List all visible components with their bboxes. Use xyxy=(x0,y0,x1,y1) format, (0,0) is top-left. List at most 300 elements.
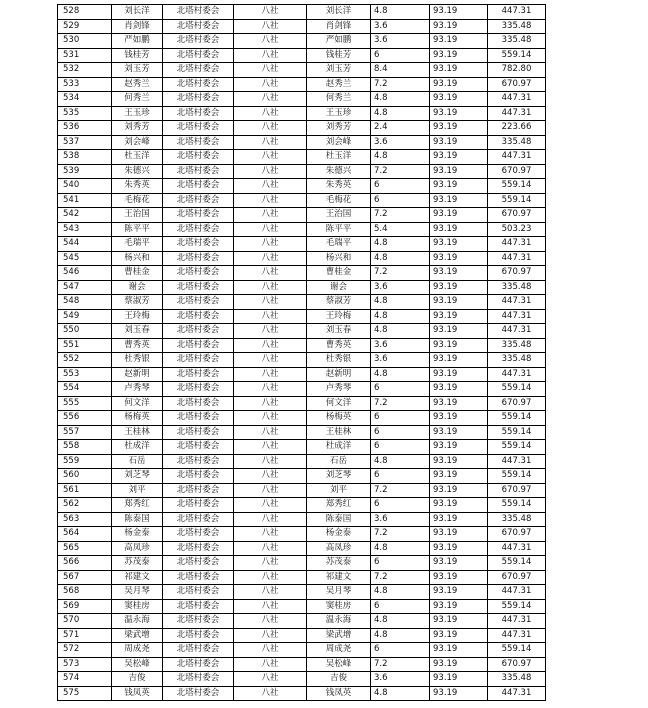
cell-village-committee: 北塔村委会 xyxy=(163,48,234,63)
cell-household-head: 杜秀银 xyxy=(112,353,163,368)
cell-recipient-name: 石岳 xyxy=(307,454,371,469)
cell-recipient-name: 朱秀英 xyxy=(307,179,371,194)
cell-row-number: 537 xyxy=(58,135,112,150)
cell-unit-price: 93.19 xyxy=(430,48,488,63)
table-row xyxy=(58,135,546,150)
cell-group: 八社 xyxy=(234,469,307,484)
cell-village-committee: 北塔村委会 xyxy=(163,164,234,179)
cell-row-number: 549 xyxy=(58,309,112,324)
table-row xyxy=(58,483,546,498)
cell-household-head: 王治国 xyxy=(112,208,163,223)
table-row xyxy=(58,440,546,455)
cell-group: 八社 xyxy=(234,396,307,411)
table-row xyxy=(58,5,546,20)
cell-village-committee: 北塔村委会 xyxy=(163,483,234,498)
cell-recipient-name: 陈平平 xyxy=(307,222,371,237)
cell-row-number: 548 xyxy=(58,295,112,310)
cell-group: 八社 xyxy=(234,309,307,324)
cell-unit-price: 93.19 xyxy=(430,541,488,556)
cell-unit-price: 93.19 xyxy=(430,92,488,107)
cell-village-committee: 北塔村委会 xyxy=(163,657,234,672)
cell-household-head: 陈泰国 xyxy=(112,512,163,527)
cell-amount: 447.31 xyxy=(488,585,546,600)
cell-area: 4.8 xyxy=(371,541,430,556)
table-row xyxy=(58,570,546,585)
cell-area: 6 xyxy=(371,48,430,63)
table-row xyxy=(58,48,546,63)
cell-group: 八社 xyxy=(234,193,307,208)
cell-village-committee: 北塔村委会 xyxy=(163,121,234,136)
table-row xyxy=(58,251,546,266)
cell-village-committee: 北塔村委会 xyxy=(163,106,234,121)
cell-village-committee: 北塔村委会 xyxy=(163,208,234,223)
cell-village-committee: 北塔村委会 xyxy=(163,469,234,484)
table-row xyxy=(58,280,546,295)
cell-unit-price: 93.19 xyxy=(430,135,488,150)
cell-area: 4.8 xyxy=(371,367,430,382)
cell-group: 八社 xyxy=(234,19,307,34)
cell-village-committee: 北塔村委会 xyxy=(163,440,234,455)
cell-amount: 335.48 xyxy=(488,672,546,687)
table-row xyxy=(58,309,546,324)
cell-row-number: 547 xyxy=(58,280,112,295)
cell-unit-price: 93.19 xyxy=(430,628,488,643)
table-row xyxy=(58,498,546,513)
cell-amount: 447.31 xyxy=(488,106,546,121)
cell-group: 八社 xyxy=(234,483,307,498)
cell-row-number: 558 xyxy=(58,440,112,455)
cell-area: 7.2 xyxy=(371,266,430,281)
cell-household-head: 梁武增 xyxy=(112,628,163,643)
cell-unit-price: 93.19 xyxy=(430,208,488,223)
table-row xyxy=(58,338,546,353)
cell-unit-price: 93.19 xyxy=(430,164,488,179)
table-body xyxy=(58,5,546,701)
cell-recipient-name: 杨梅英 xyxy=(307,411,371,426)
cell-row-number: 550 xyxy=(58,324,112,339)
cell-household-head: 吴松峰 xyxy=(112,657,163,672)
cell-row-number: 543 xyxy=(58,222,112,237)
cell-unit-price: 93.19 xyxy=(430,34,488,49)
cell-recipient-name: 毛瑞平 xyxy=(307,237,371,252)
cell-village-committee: 北塔村委会 xyxy=(163,570,234,585)
cell-area: 8.4 xyxy=(371,63,430,78)
cell-household-head: 刘平 xyxy=(112,483,163,498)
cell-amount: 559.14 xyxy=(488,411,546,426)
table-row xyxy=(58,411,546,426)
cell-unit-price: 93.19 xyxy=(430,5,488,20)
table-row xyxy=(58,527,546,542)
cell-household-head: 苏茂泰 xyxy=(112,556,163,571)
cell-amount: 559.14 xyxy=(488,599,546,614)
cell-recipient-name: 刘会峰 xyxy=(307,135,371,150)
cell-recipient-name: 吴松峰 xyxy=(307,657,371,672)
cell-unit-price: 93.19 xyxy=(430,556,488,571)
cell-amount: 782.80 xyxy=(488,63,546,78)
table-row xyxy=(58,454,546,469)
cell-unit-price: 93.19 xyxy=(430,686,488,701)
cell-area: 6 xyxy=(371,411,430,426)
cell-amount: 559.14 xyxy=(488,643,546,658)
cell-village-committee: 北塔村委会 xyxy=(163,63,234,78)
cell-row-number: 539 xyxy=(58,164,112,179)
cell-unit-price: 93.19 xyxy=(430,657,488,672)
cell-row-number: 551 xyxy=(58,338,112,353)
cell-village-committee: 北塔村委会 xyxy=(163,19,234,34)
cell-unit-price: 93.19 xyxy=(430,469,488,484)
cell-household-head: 肖剑锋 xyxy=(112,19,163,34)
cell-row-number: 570 xyxy=(58,614,112,629)
cell-household-head: 刘玉芳 xyxy=(112,63,163,78)
cell-village-committee: 北塔村委会 xyxy=(163,672,234,687)
cell-recipient-name: 刘秀芳 xyxy=(307,121,371,136)
cell-group: 八社 xyxy=(234,48,307,63)
cell-household-head: 杜成洋 xyxy=(112,440,163,455)
cell-area: 4.8 xyxy=(371,5,430,20)
cell-village-committee: 北塔村委会 xyxy=(163,237,234,252)
cell-amount: 447.31 xyxy=(488,628,546,643)
table-row xyxy=(58,34,546,49)
cell-group: 八社 xyxy=(234,295,307,310)
table-row xyxy=(58,208,546,223)
cell-recipient-name: 祁建文 xyxy=(307,570,371,585)
cell-household-head: 郑秀红 xyxy=(112,498,163,513)
cell-row-number: 538 xyxy=(58,150,112,165)
table-row xyxy=(58,106,546,121)
cell-amount: 559.14 xyxy=(488,498,546,513)
cell-area: 7.2 xyxy=(371,164,430,179)
cell-area: 5.4 xyxy=(371,222,430,237)
cell-area: 4.8 xyxy=(371,150,430,165)
cell-household-head: 王玉珍 xyxy=(112,106,163,121)
table-row xyxy=(58,353,546,368)
cell-amount: 559.14 xyxy=(488,425,546,440)
cell-household-head: 何文洋 xyxy=(112,396,163,411)
cell-household-head: 谢会 xyxy=(112,280,163,295)
cell-amount: 670.97 xyxy=(488,570,546,585)
cell-amount: 670.97 xyxy=(488,396,546,411)
cell-group: 八社 xyxy=(234,541,307,556)
cell-household-head: 杨梅英 xyxy=(112,411,163,426)
cell-unit-price: 93.19 xyxy=(430,77,488,92)
cell-unit-price: 93.19 xyxy=(430,19,488,34)
cell-village-committee: 北塔村委会 xyxy=(163,150,234,165)
cell-area: 3.6 xyxy=(371,280,430,295)
cell-amount: 447.31 xyxy=(488,454,546,469)
cell-village-committee: 北塔村委会 xyxy=(163,280,234,295)
cell-recipient-name: 陈泰国 xyxy=(307,512,371,527)
cell-amount: 335.48 xyxy=(488,280,546,295)
cell-recipient-name: 王玉珍 xyxy=(307,106,371,121)
table-row xyxy=(58,599,546,614)
cell-group: 八社 xyxy=(234,527,307,542)
cell-area: 7.2 xyxy=(371,483,430,498)
cell-household-head: 何秀兰 xyxy=(112,92,163,107)
cell-village-committee: 北塔村委会 xyxy=(163,454,234,469)
cell-unit-price: 93.19 xyxy=(430,527,488,542)
cell-unit-price: 93.19 xyxy=(430,614,488,629)
cell-amount: 223.66 xyxy=(488,121,546,136)
cell-row-number: 562 xyxy=(58,498,112,513)
cell-recipient-name: 窦桂房 xyxy=(307,599,371,614)
cell-household-head: 卢秀琴 xyxy=(112,382,163,397)
cell-unit-price: 93.19 xyxy=(430,179,488,194)
cell-group: 八社 xyxy=(234,237,307,252)
table-row xyxy=(58,324,546,339)
cell-group: 八社 xyxy=(234,324,307,339)
cell-group: 八社 xyxy=(234,150,307,165)
cell-household-head: 刘会峰 xyxy=(112,135,163,150)
cell-group: 八社 xyxy=(234,106,307,121)
cell-recipient-name: 王桂林 xyxy=(307,425,371,440)
cell-row-number: 545 xyxy=(58,251,112,266)
cell-row-number: 573 xyxy=(58,657,112,672)
cell-row-number: 533 xyxy=(58,77,112,92)
cell-row-number: 552 xyxy=(58,353,112,368)
table-row xyxy=(58,179,546,194)
cell-group: 八社 xyxy=(234,367,307,382)
table-row xyxy=(58,643,546,658)
cell-area: 4.8 xyxy=(371,614,430,629)
cell-unit-price: 93.19 xyxy=(430,63,488,78)
cell-unit-price: 93.19 xyxy=(430,353,488,368)
cell-household-head: 吴月琴 xyxy=(112,585,163,600)
cell-recipient-name: 苏茂泰 xyxy=(307,556,371,571)
cell-unit-price: 93.19 xyxy=(430,454,488,469)
cell-recipient-name: 郑秀红 xyxy=(307,498,371,513)
cell-household-head: 赵新明 xyxy=(112,367,163,382)
cell-household-head: 周成尧 xyxy=(112,643,163,658)
cell-household-head: 赵秀兰 xyxy=(112,77,163,92)
cell-amount: 559.14 xyxy=(488,440,546,455)
cell-village-committee: 北塔村委会 xyxy=(163,541,234,556)
cell-area: 6 xyxy=(371,469,430,484)
cell-household-head: 朱德兴 xyxy=(112,164,163,179)
cell-amount: 335.48 xyxy=(488,353,546,368)
cell-row-number: 540 xyxy=(58,179,112,194)
cell-group: 八社 xyxy=(234,34,307,49)
cell-village-committee: 北塔村委会 xyxy=(163,411,234,426)
cell-household-head: 曹桂金 xyxy=(112,266,163,281)
cell-unit-price: 93.19 xyxy=(430,498,488,513)
cell-area: 3.6 xyxy=(371,135,430,150)
cell-village-committee: 北塔村委会 xyxy=(163,338,234,353)
cell-household-head: 吉俊 xyxy=(112,672,163,687)
cell-group: 八社 xyxy=(234,628,307,643)
table-row xyxy=(58,150,546,165)
table-row xyxy=(58,222,546,237)
cell-amount: 447.31 xyxy=(488,251,546,266)
cell-area: 6 xyxy=(371,193,430,208)
cell-row-number: 542 xyxy=(58,208,112,223)
cell-area: 4.8 xyxy=(371,585,430,600)
cell-village-committee: 北塔村委会 xyxy=(163,266,234,281)
cell-area: 6 xyxy=(371,556,430,571)
cell-recipient-name: 周成尧 xyxy=(307,643,371,658)
cell-recipient-name: 钱桂芳 xyxy=(307,48,371,63)
cell-row-number: 532 xyxy=(58,63,112,78)
cell-village-committee: 北塔村委会 xyxy=(163,367,234,382)
cell-amount: 559.14 xyxy=(488,193,546,208)
cell-amount: 335.48 xyxy=(488,19,546,34)
table-row xyxy=(58,237,546,252)
table-row xyxy=(58,556,546,571)
cell-amount: 335.48 xyxy=(488,338,546,353)
cell-area: 6 xyxy=(371,440,430,455)
cell-amount: 447.31 xyxy=(488,5,546,20)
cell-group: 八社 xyxy=(234,425,307,440)
cell-recipient-name: 刘芝琴 xyxy=(307,469,371,484)
cell-group: 八社 xyxy=(234,280,307,295)
cell-household-head: 王玲梅 xyxy=(112,309,163,324)
cell-group: 八社 xyxy=(234,672,307,687)
cell-amount: 447.31 xyxy=(488,367,546,382)
cell-area: 7.2 xyxy=(371,77,430,92)
cell-unit-price: 93.19 xyxy=(430,237,488,252)
table-row xyxy=(58,367,546,382)
cell-household-head: 刘芝琴 xyxy=(112,469,163,484)
cell-amount: 670.97 xyxy=(488,266,546,281)
cell-row-number: 563 xyxy=(58,512,112,527)
cell-unit-price: 93.19 xyxy=(430,599,488,614)
cell-amount: 503.23 xyxy=(488,222,546,237)
cell-row-number: 557 xyxy=(58,425,112,440)
cell-recipient-name: 毛梅花 xyxy=(307,193,371,208)
cell-amount: 559.14 xyxy=(488,382,546,397)
cell-unit-price: 93.19 xyxy=(430,266,488,281)
cell-group: 八社 xyxy=(234,440,307,455)
cell-row-number: 560 xyxy=(58,469,112,484)
cell-group: 八社 xyxy=(234,208,307,223)
cell-amount: 670.97 xyxy=(488,77,546,92)
table-row xyxy=(58,92,546,107)
cell-unit-price: 93.19 xyxy=(430,324,488,339)
cell-area: 3.6 xyxy=(371,338,430,353)
cell-village-committee: 北塔村委会 xyxy=(163,251,234,266)
cell-row-number: 571 xyxy=(58,628,112,643)
cell-village-committee: 北塔村委会 xyxy=(163,614,234,629)
cell-recipient-name: 杜成洋 xyxy=(307,440,371,455)
cell-row-number: 544 xyxy=(58,237,112,252)
cell-village-committee: 北塔村委会 xyxy=(163,585,234,600)
cell-recipient-name: 吴月琴 xyxy=(307,585,371,600)
cell-row-number: 531 xyxy=(58,48,112,63)
cell-household-head: 杨兴和 xyxy=(112,251,163,266)
cell-group: 八社 xyxy=(234,585,307,600)
cell-area: 6 xyxy=(371,382,430,397)
cell-area: 4.8 xyxy=(371,92,430,107)
cell-row-number: 530 xyxy=(58,34,112,49)
cell-unit-price: 93.19 xyxy=(430,396,488,411)
cell-row-number: 553 xyxy=(58,367,112,382)
cell-amount: 559.14 xyxy=(488,48,546,63)
cell-recipient-name: 何文洋 xyxy=(307,396,371,411)
cell-unit-price: 93.19 xyxy=(430,106,488,121)
cell-unit-price: 93.19 xyxy=(430,338,488,353)
cell-village-committee: 北塔村委会 xyxy=(163,498,234,513)
cell-area: 6 xyxy=(371,179,430,194)
cell-unit-price: 93.19 xyxy=(430,483,488,498)
cell-recipient-name: 杜玉洋 xyxy=(307,150,371,165)
table-row xyxy=(58,121,546,136)
cell-row-number: 572 xyxy=(58,643,112,658)
cell-recipient-name: 赵秀兰 xyxy=(307,77,371,92)
cell-recipient-name: 朱德兴 xyxy=(307,164,371,179)
cell-recipient-name: 何秀兰 xyxy=(307,92,371,107)
cell-amount: 447.31 xyxy=(488,92,546,107)
cell-row-number: 567 xyxy=(58,570,112,585)
cell-unit-price: 93.19 xyxy=(430,672,488,687)
cell-household-head: 刘长洋 xyxy=(112,5,163,20)
cell-village-committee: 北塔村委会 xyxy=(163,599,234,614)
cell-amount: 447.31 xyxy=(488,237,546,252)
cell-unit-price: 93.19 xyxy=(430,150,488,165)
cell-village-committee: 北塔村委会 xyxy=(163,527,234,542)
table-row xyxy=(58,614,546,629)
cell-group: 八社 xyxy=(234,570,307,585)
table-row xyxy=(58,512,546,527)
cell-household-head: 毛梅花 xyxy=(112,193,163,208)
cell-amount: 335.48 xyxy=(488,512,546,527)
cell-unit-price: 93.19 xyxy=(430,121,488,136)
cell-area: 4.8 xyxy=(371,106,430,121)
cell-recipient-name: 曹秀英 xyxy=(307,338,371,353)
cell-row-number: 564 xyxy=(58,527,112,542)
cell-amount: 559.14 xyxy=(488,556,546,571)
cell-area: 4.8 xyxy=(371,309,430,324)
cell-recipient-name: 钱凤英 xyxy=(307,686,371,701)
cell-household-head: 钱凤英 xyxy=(112,686,163,701)
table-row xyxy=(58,77,546,92)
cell-village-committee: 北塔村委会 xyxy=(163,309,234,324)
cell-unit-price: 93.19 xyxy=(430,367,488,382)
cell-area: 3.6 xyxy=(371,512,430,527)
cell-amount: 670.97 xyxy=(488,483,546,498)
cell-area: 6 xyxy=(371,498,430,513)
cell-recipient-name: 梁武增 xyxy=(307,628,371,643)
cell-household-head: 石岳 xyxy=(112,454,163,469)
cell-unit-price: 93.19 xyxy=(430,512,488,527)
cell-household-head: 刘秀芳 xyxy=(112,121,163,136)
cell-area: 6 xyxy=(371,425,430,440)
cell-area: 3.6 xyxy=(371,34,430,49)
cell-recipient-name: 曹桂金 xyxy=(307,266,371,281)
table-row xyxy=(58,425,546,440)
cell-unit-price: 93.19 xyxy=(430,425,488,440)
cell-unit-price: 93.19 xyxy=(430,382,488,397)
cell-recipient-name: 杜秀银 xyxy=(307,353,371,368)
cell-village-committee: 北塔村委会 xyxy=(163,556,234,571)
cell-group: 八社 xyxy=(234,77,307,92)
cell-row-number: 556 xyxy=(58,411,112,426)
cell-village-committee: 北塔村委会 xyxy=(163,396,234,411)
cell-area: 4.8 xyxy=(371,324,430,339)
cell-area: 7.2 xyxy=(371,396,430,411)
cell-row-number: 574 xyxy=(58,672,112,687)
cell-recipient-name: 蔡淑芳 xyxy=(307,295,371,310)
cell-amount: 447.31 xyxy=(488,150,546,165)
cell-recipient-name: 王玲梅 xyxy=(307,309,371,324)
cell-row-number: 568 xyxy=(58,585,112,600)
cell-household-head: 曹秀英 xyxy=(112,338,163,353)
cell-recipient-name: 肖剑锋 xyxy=(307,19,371,34)
cell-area: 4.8 xyxy=(371,454,430,469)
cell-recipient-name: 高凤珍 xyxy=(307,541,371,556)
cell-group: 八社 xyxy=(234,454,307,469)
cell-unit-price: 93.19 xyxy=(430,295,488,310)
cell-recipient-name: 杨金泰 xyxy=(307,527,371,542)
cell-amount: 670.97 xyxy=(488,657,546,672)
